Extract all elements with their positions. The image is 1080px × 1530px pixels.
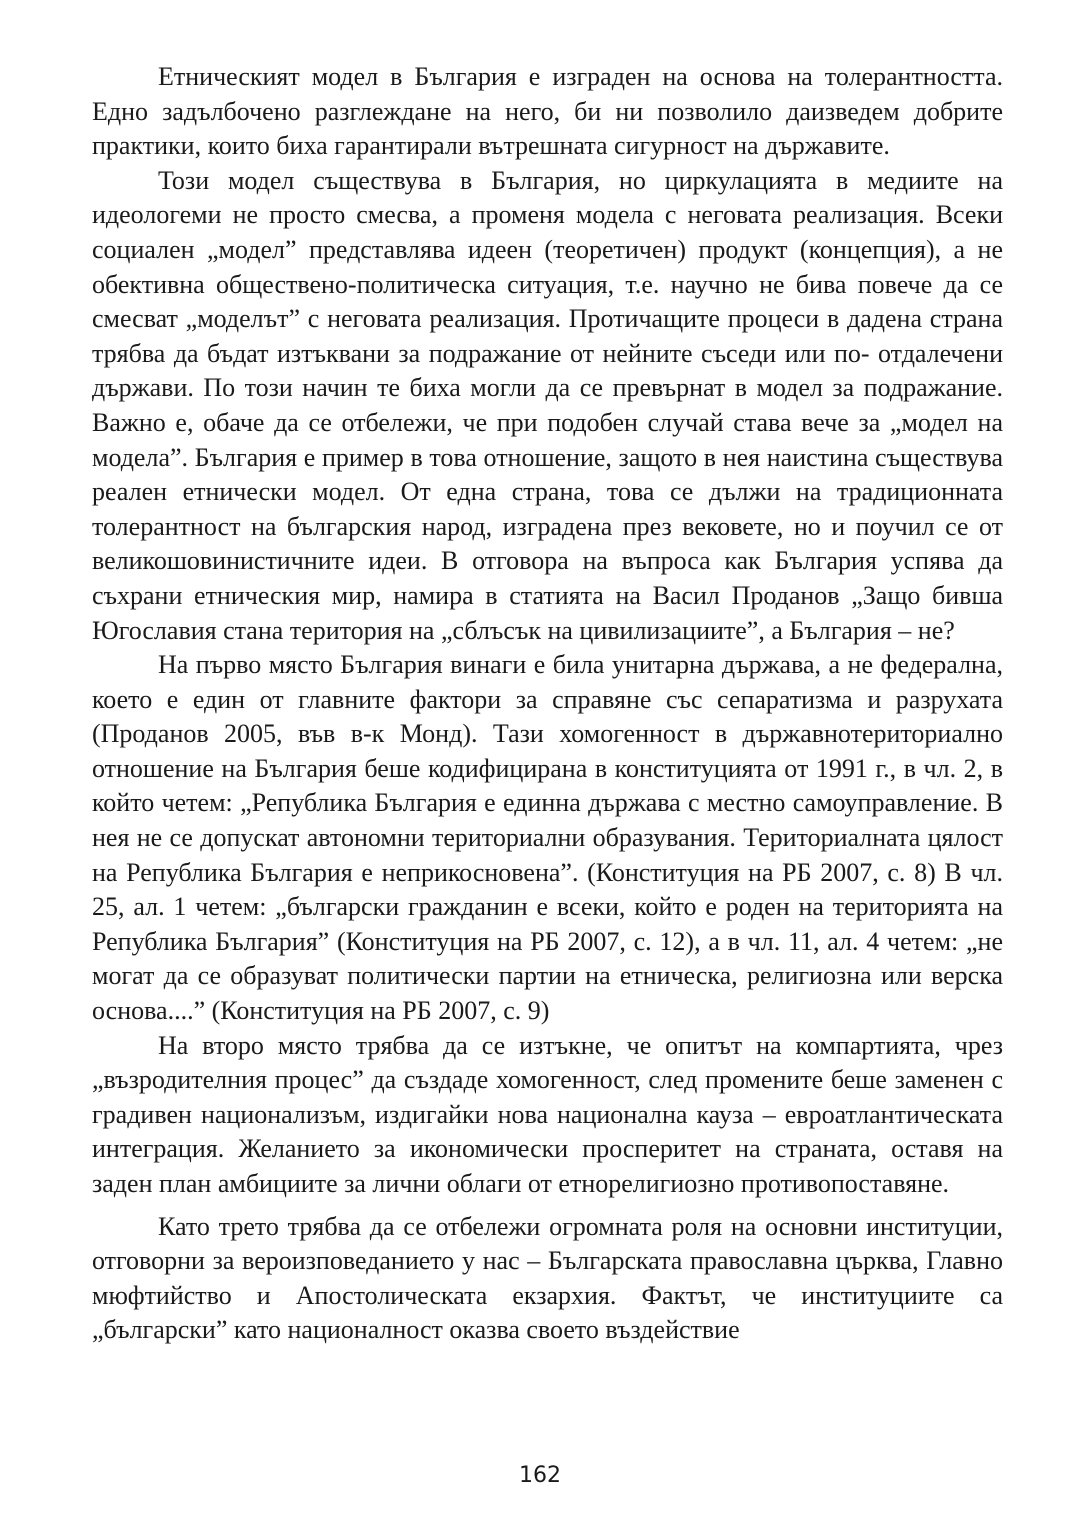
paragraph-model-and-media: Този модел съществува в България, но циркулацията в медиите на идеологеми не просто смесва, а променя модела с неговата реализация. Всеки социален „модел” представлява идеен (теоретичен) продукт (концепция), а не обективна обществено-политическа ситуация, т.е. научно не бива повече да се смесват „моделът” с неговата реализация. Протичащите процеси в дадена страна трябва да бъдат изтъквани за подражание от нейните съседи или по- отдалечени държави. По този начин те биха могли да се превърнат в модел за подражание. Важно е, обаче да се отбележи, че при подобен случай става вече за „модел на модела”. България е пример в това отношение, защото в нея наистина съществува реален етнически модел. От една страна, това се дължи на традиционната толерантност на българския народ, изградена през вековете, но и поучил се от великошовинистичните идеи. В отговора на въпроса как България успява да съхрани етническия мир, намира в статията на Васил Проданов „Защо бивша Югославия стана територия на „сблъсък на цивилизациите”, а България – не? [92, 165, 1003, 645]
page-number: 162 [519, 1463, 561, 1488]
paragraph-unitary-state: На първо място България винаги е била унитарна държава, а не федерална, което е един от главните фактори за справяне със сепаратизма и разрухата (Проданов 2005, във в-к Монд). Тази хомогенност в държавнотериториално отношение на България беше кодифицирана в конституцията от 1991 г., в чл. 2, в който четем: „Република България е единна държава с местно самоуправление. В нея не се допускат автономни териториални образувания. Териториалната цялост на Република България е неприкосновена”. (Конституция на РБ 2007, с. 8) В чл. 25, ал. 1 четем: „български гражданин е всеки, който е роден на територията на Република България” (Конституция на РБ 2007, с. 12), а в чл. 11, ал. 4 четем: „не могат да се образуват политически партии на етническа, религиозна или верска основа....” (Конституция на РБ 2007, с. 9) [92, 650, 1003, 1026]
paragraph-constructive-nationalism: На второ място трябва да се изтъкне, че опитът на компартията, чрез „възродителния процес” да създаде хомогенност, след промените беше заменен с градивен национализъм, издигайки нова национална кауза – евроатлантическата интеграция. Желанието за икономически просперитет на страната, оставя на заден план амбициите за лични облаги от етнорелигиозно противопоставяне. [92, 1030, 1003, 1198]
paragraph-ethnic-model-intro: Етническият модел в България е изграден на основа на толерантността. Едно задълбочено разглеждане на него, би ни позволило даизведем добрите практики, които биха гарантирали вътрешната сигурност на държавите. [92, 62, 1003, 161]
page-body [92, 60, 1003, 1348]
paragraph-religious-institutions: Като трето трябва да се отбележи огромната роля на основни институции, отговорни за вероизповеданието у нас – Българската православна църква, Главно мюфтийство и Апостолическата екзархия. Фактът, че институциите са „български” като националност оказва своето въздействие [92, 1211, 1003, 1345]
